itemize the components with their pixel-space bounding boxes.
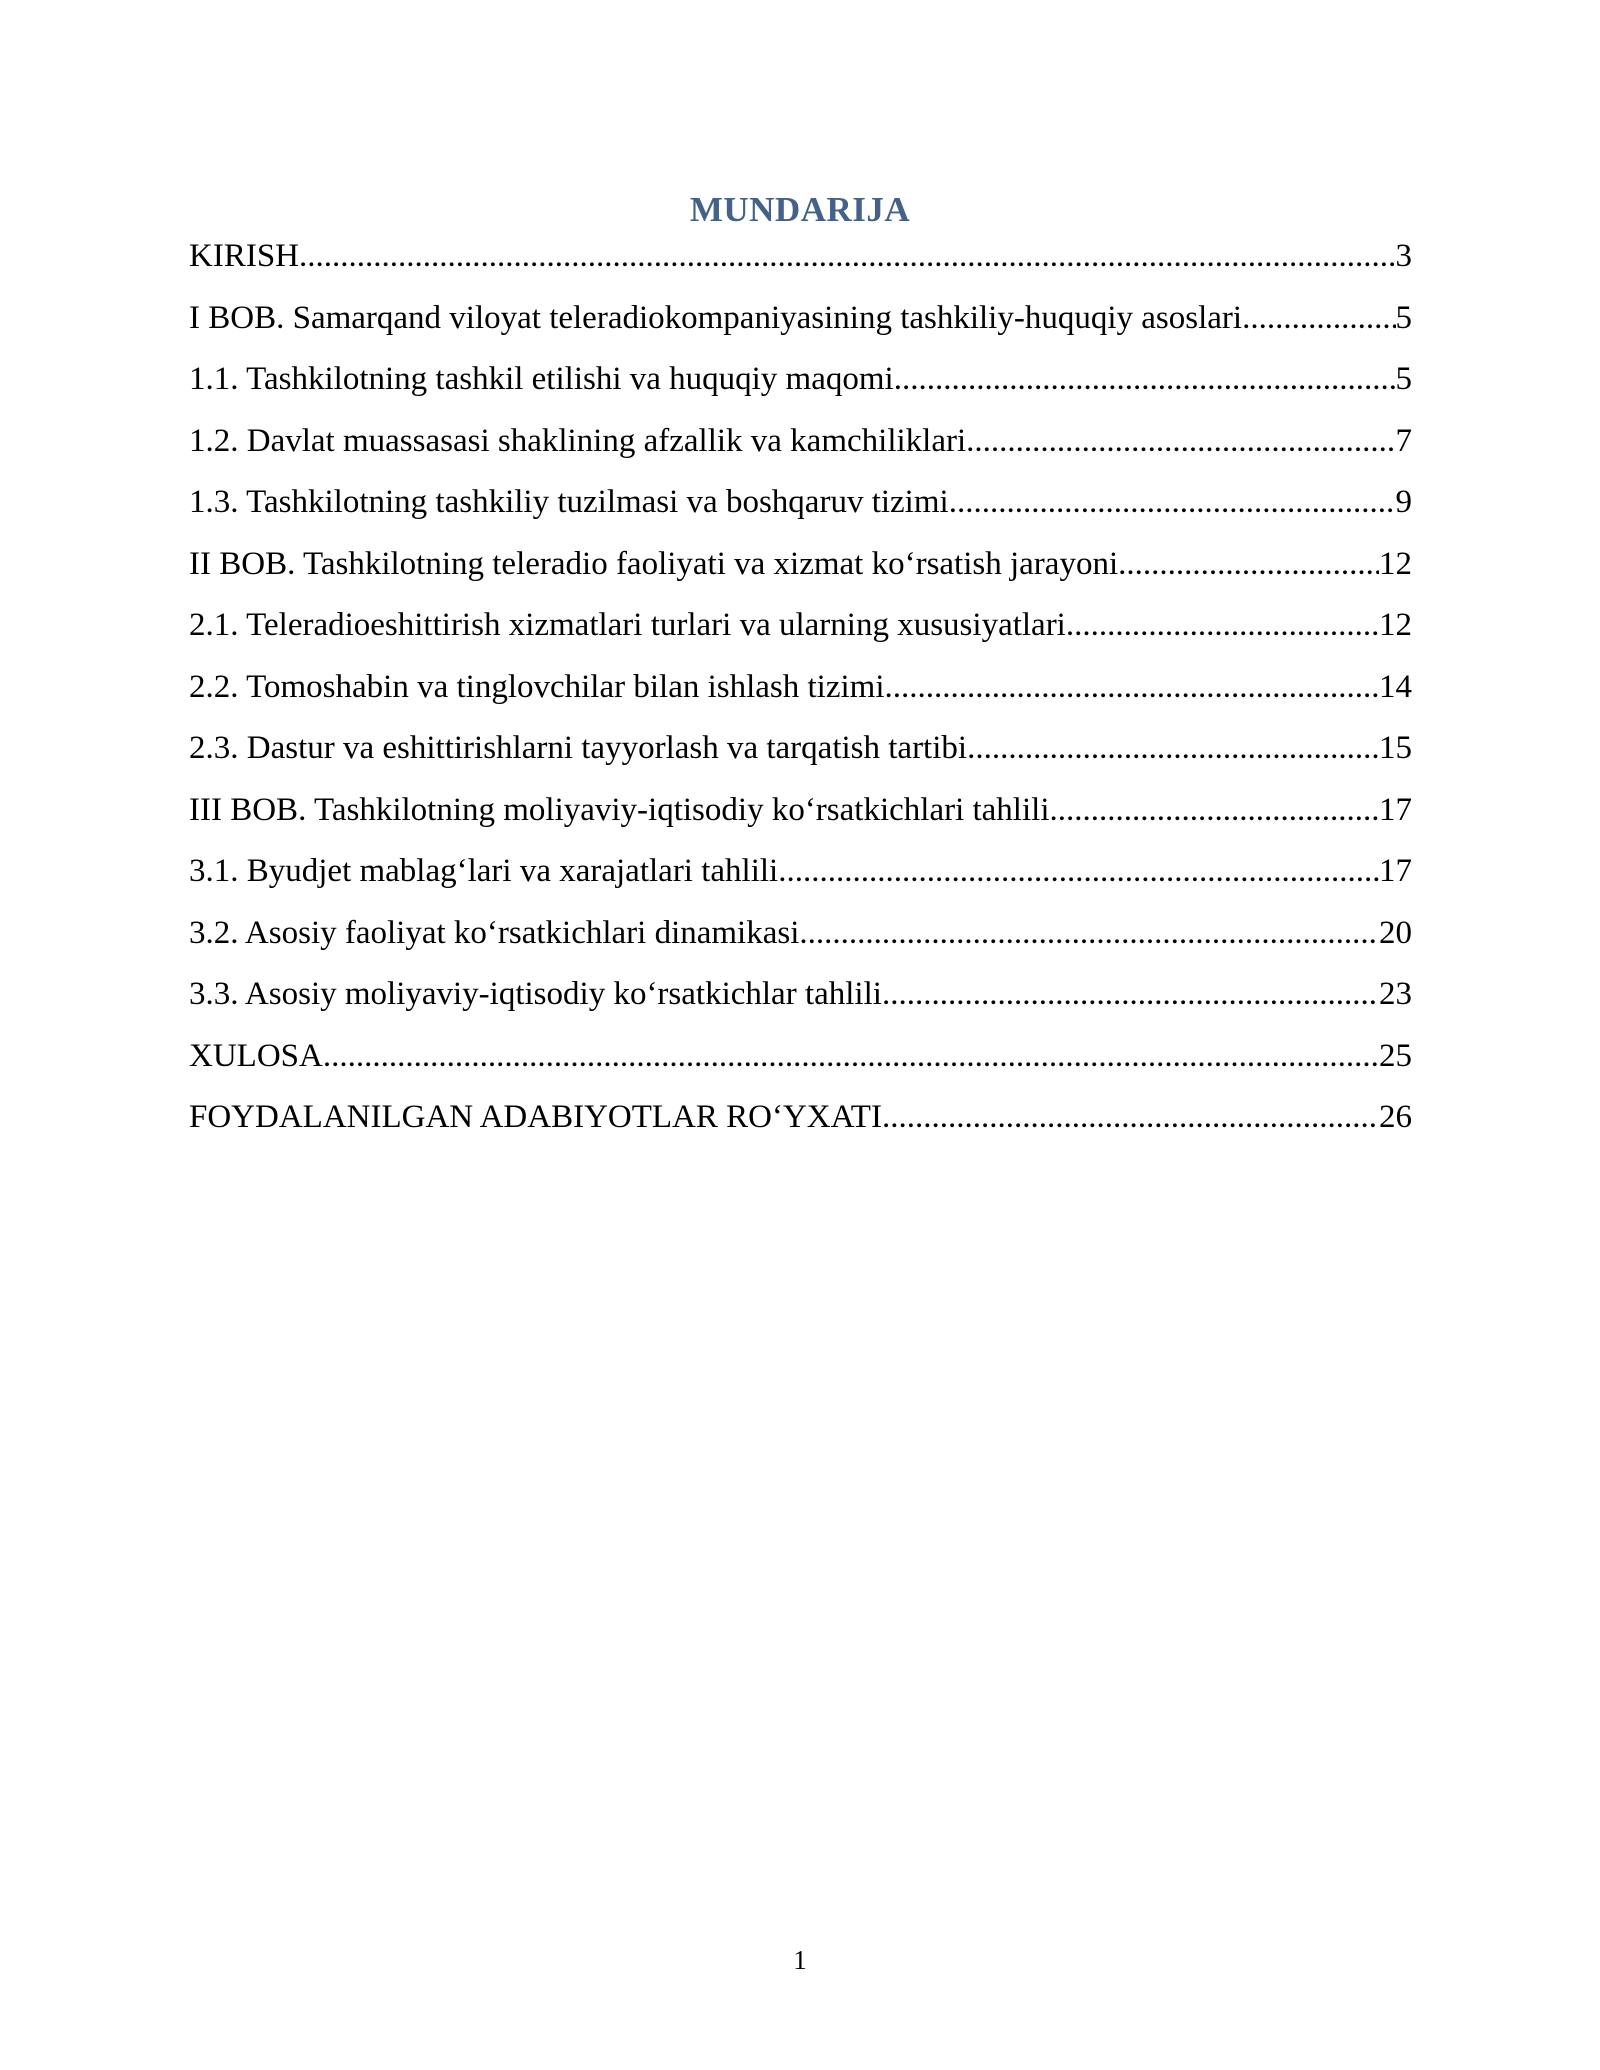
toc-dot-leader xyxy=(885,663,1380,711)
toc-dot-leader xyxy=(323,1032,1379,1080)
toc-entry-title: I BOB. Samarqand viloyat teleradiokompaniyasining tashkiliy-huquqiy asoslari xyxy=(189,299,1243,336)
toc-entry-title: 1.1. Tashkilotning tashkil etilishi va huquqiy maqomi xyxy=(189,361,894,397)
table-of-contents xyxy=(189,232,1412,1155)
toc-entry-section-3-1[interactable] xyxy=(189,847,1412,909)
toc-entry-section-1-2[interactable] xyxy=(189,417,1412,479)
toc-dot-leader xyxy=(894,355,1396,403)
toc-entry-title: III BOB. Tashkilotning moliyaviy-iqtisodiy ko‘rsatkichlari tahlili xyxy=(189,791,1050,828)
toc-dot-leader xyxy=(1118,540,1379,588)
toc-dot-leader xyxy=(1049,786,1379,834)
toc-title: MUNDARIJA xyxy=(689,190,911,229)
toc-entry-title: 2.1. Teleradioeshittirish xizmatlari turlari va ularning xususiyatlari xyxy=(189,607,1066,643)
toc-dot-leader xyxy=(882,1093,1379,1141)
page-number: 1 xyxy=(793,1945,807,1975)
toc-dot-leader xyxy=(949,478,1396,526)
toc-page-number: 12 xyxy=(1379,607,1412,643)
toc-page-number: 14 xyxy=(1379,668,1412,705)
toc-entry-title: FOYDALANILGAN ADABIYOTLAR RO‘YXATI xyxy=(189,1099,882,1135)
toc-entry-section-2-2[interactable] xyxy=(189,663,1412,725)
toc-entry-section-2-1[interactable] xyxy=(189,601,1412,663)
toc-entry-xulosa[interactable] xyxy=(189,1032,1412,1094)
toc-page-number: 17 xyxy=(1379,791,1412,828)
toc-page-number: 26 xyxy=(1379,1099,1412,1135)
toc-entry-section-3-2[interactable] xyxy=(189,909,1412,971)
toc-dot-leader xyxy=(882,970,1379,1018)
toc-page-number: 25 xyxy=(1379,1037,1412,1074)
toc-entry-chapter-1[interactable] xyxy=(189,294,1412,356)
toc-page-number: 23 xyxy=(1379,976,1412,1012)
toc-entry-chapter-3[interactable] xyxy=(189,786,1412,848)
toc-dot-leader xyxy=(967,724,1379,772)
toc-dot-leader xyxy=(966,417,1395,465)
toc-dot-leader xyxy=(778,847,1379,895)
toc-page-number: 17 xyxy=(1379,853,1412,889)
toc-page-number: 12 xyxy=(1379,545,1412,582)
toc-entry-title: II BOB. Tashkilotning teleradio faoliyati va xizmat ko‘rsatish jarayoni xyxy=(189,545,1119,582)
toc-entry-title: 3.2. Asosiy faoliyat ko‘rsatkichlari dinamikasi xyxy=(189,914,800,951)
toc-dot-leader xyxy=(299,232,1395,280)
toc-entry-title: 2.3. Dastur va eshittirishlarni tayyorlash va tarqatish tartibi xyxy=(189,730,968,766)
toc-entry-kirish[interactable] xyxy=(189,232,1412,294)
toc-entry-section-1-3[interactable] xyxy=(189,478,1412,540)
toc-page-number: 7 xyxy=(1395,422,1412,459)
toc-entry-section-1-1[interactable] xyxy=(189,355,1412,417)
toc-entry-title: 1.2. Davlat muassasasi shaklining afzallik va kamchiliklari xyxy=(189,422,967,459)
toc-entry-title: 3.3. Asosiy moliyaviy-iqtisodiy ko‘rsatkichlar tahlili xyxy=(189,976,882,1012)
toc-page-number: 15 xyxy=(1379,730,1412,766)
toc-page-number: 5 xyxy=(1395,361,1412,397)
toc-dot-leader xyxy=(1242,294,1395,342)
toc-entry-title: 2.2. Tomoshabin va tinglovchilar bilan ishlash tizimi xyxy=(189,668,885,705)
toc-page-number: 20 xyxy=(1379,914,1412,951)
toc-entry-section-2-3[interactable] xyxy=(189,724,1412,786)
toc-dot-leader xyxy=(1066,601,1379,649)
toc-page-number: 9 xyxy=(1395,484,1412,520)
toc-page-number: 3 xyxy=(1395,238,1412,274)
toc-entry-title: 3.1. Byudjet mablag‘lari va xarajatlari tahlili xyxy=(189,853,779,889)
toc-entry-title: 1.3. Tashkilotning tashkiliy tuzilmasi va boshqaruv tizimi xyxy=(189,484,949,520)
toc-entry-title: XULOSA xyxy=(189,1037,323,1074)
toc-entry-title: KIRISH xyxy=(189,238,300,274)
toc-dot-leader xyxy=(799,909,1379,957)
toc-page-number: 5 xyxy=(1395,299,1412,336)
toc-entry-section-3-3[interactable] xyxy=(189,970,1412,1032)
toc-entry-references[interactable] xyxy=(189,1093,1412,1155)
toc-entry-chapter-2[interactable] xyxy=(189,540,1412,602)
